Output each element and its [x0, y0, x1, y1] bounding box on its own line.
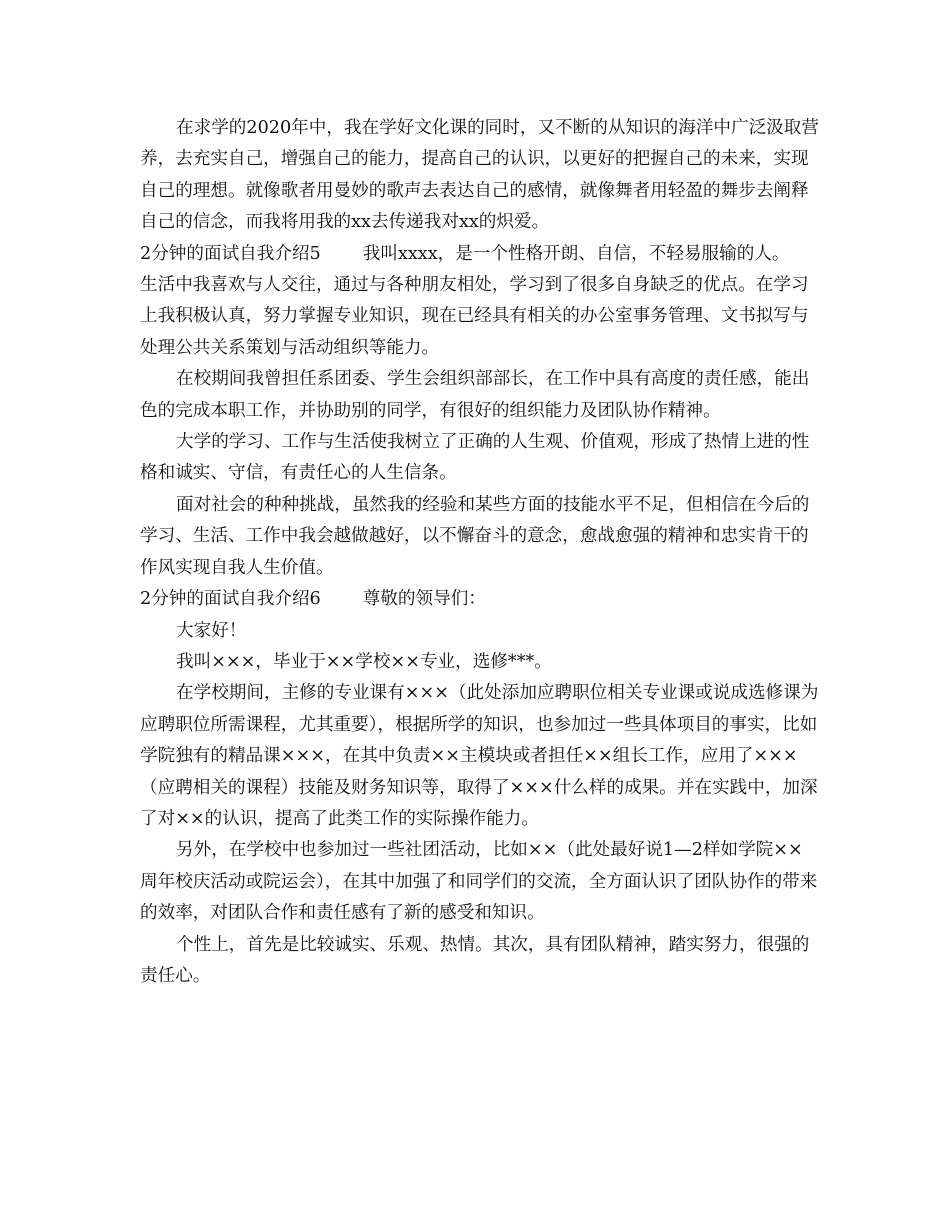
paragraph: 大家好！	[176, 620, 247, 641]
section-heading-line	[140, 239, 820, 270]
paragraph: 生活中我喜欢与人交往，通过与各种朋友相处，学习到了很多自身缺乏的优点。在学习上我积极认真，努力掌握专业知识，现在已经具有相关的办公室事务管理、文书拟写与处理公共关系策划与活动组织等能力。	[140, 275, 809, 358]
paragraph-lead: 我叫xxxx，是一个性格开朗、自信，不轻易服输的人。	[362, 243, 790, 264]
paragraph: 在求学的2020年中，我在学好文化课的同时，又不断的从知识的海洋中广泛汲取营养，去充实自己，增强自己的能力，提高自己的认识，以更好的把握自己的未来，实现自己的理想。就像歌者用曼妙的歌声去表达自己的感情，就像舞者用轻盈的舞步去阐释自己的信念，而我将用我的xx去传递我对xx的炽爱。	[140, 118, 819, 233]
section-heading-line	[140, 584, 820, 615]
paragraph: 个性上，首先是比较诚实、乐观、热情。其次，具有团队精神，踏实努力，很强的责任心。	[140, 934, 810, 986]
paragraph: 大学的学习、工作与生活使我树立了正确的人生观、价值观，形成了热情上进的性格和诚实、守信，有责任心的人生信条。	[140, 432, 810, 484]
paragraph: 在校期间我曾担任系团委、学生会组织部部长，在工作中具有高度的责任感，能出色的完成本职工作，并协助别的同学，有很好的组织能力及团队协作精神。	[140, 369, 810, 421]
document-page	[140, 113, 820, 992]
paragraph: 我叫×××，毕业于××学校××专业，选修***。	[176, 651, 552, 672]
paragraph-lead: 尊敬的领导们：	[362, 589, 486, 610]
paragraph: 在学校期间，主修的专业课有×××（此处添加应聘职位相关专业课或说成选修课为应聘职位所需课程，尤其重要），根据所学的知识，也参加过一些具体项目的事实，比如学院独有的精品课×××，在其中负责××主模块或者担任××组长工作，应用了×××（应聘相关的课程）技能及财务知识等，取得了×××什么样的成果。并在实践中，加深了对××的认识，提高了此类工作的实际操作能力。	[140, 683, 819, 829]
paragraph: 另外，在学校中也参加过一些社团活动，比如××（此处最好说1—2样如学院××周年校庆活动或院运会），在其中加强了和同学们的交流，全方面认识了团队协作的带来的效率，对团队合作和责任感有了新的感受和知识。	[140, 840, 818, 924]
section-title: 2分钟的面试自我介绍6	[140, 589, 321, 610]
section-title: 2分钟的面试自我介绍5	[140, 243, 321, 264]
paragraph: 面对社会的种种挑战，虽然我的经验和某些方面的技能水平不足，但相信在今后的学习、生活、工作中我会越做越好，以不懈奋斗的意念，愈战愈强的精神和忠实肯干的作风实现自我人生价值。	[140, 494, 810, 578]
